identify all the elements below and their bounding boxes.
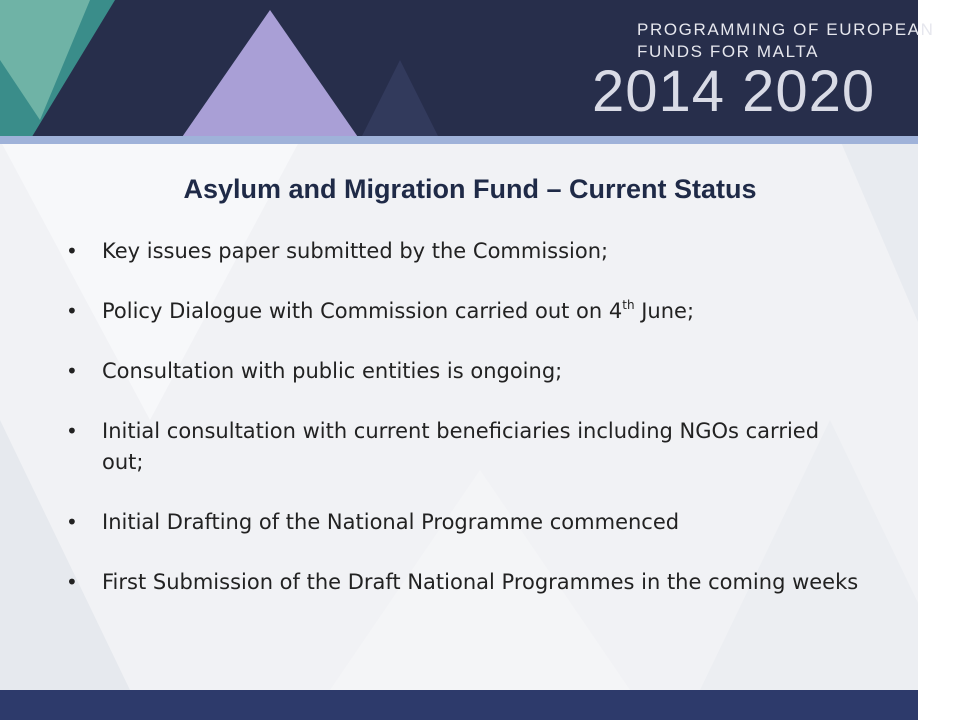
bullet-list — [60, 236, 860, 627]
bullet-item: • Initial consultation with current beneficiaries including NGOs carried out; — [60, 416, 860, 478]
branding-logo — [592, 20, 935, 130]
bullet-item: • Consultation with public entities is ongoing; — [60, 356, 860, 387]
bullet-item — [60, 296, 860, 327]
bullet-text: Policy Dialogue with Commission carried out on 4 — [102, 299, 623, 323]
branding-line1: PROGRAMMING OF EUROPEAN — [637, 20, 935, 39]
bullet-item: • First Submission of the Draft National Programmes in the coming weeks — [60, 567, 860, 598]
bullet-item: • Initial Drafting of the National Programme commenced — [60, 507, 860, 538]
bullet-superscript: th — [622, 298, 635, 312]
slide-title: Asylum and Migration Fund – Current Status — [183, 174, 757, 204]
branding-years: 2014 2020 — [592, 59, 876, 124]
footer-band — [0, 690, 918, 720]
header-accent-line — [0, 136, 918, 144]
bullet-text: June; — [634, 299, 695, 323]
bullet-item: • Key issues paper submitted by the Commission; — [60, 236, 860, 267]
branding-line2: FUNDS FOR MALTA — [637, 42, 820, 61]
